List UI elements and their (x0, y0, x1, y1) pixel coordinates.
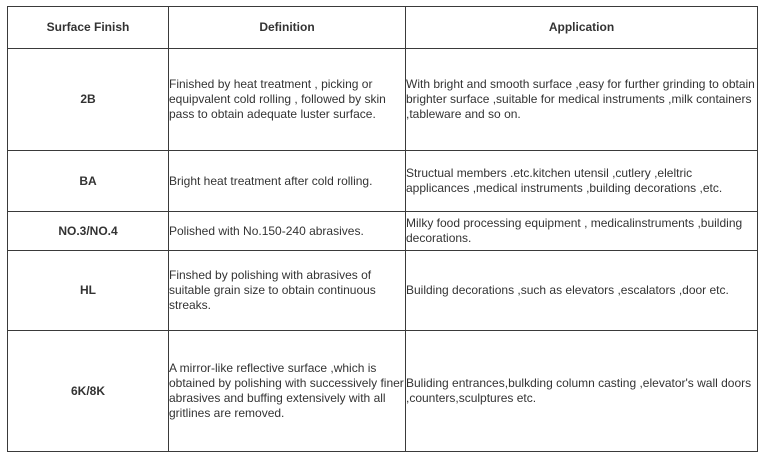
finish-definition: Finished by heat treatment , picking or equipvalent cold rolling , followed by skin pass to obtain adequate luster surface. (169, 49, 406, 151)
finish-application: Structual members .etc.kitchen utensil ,cutlery ,eleltric applicances ,medical instruments ,building decorations ,etc. (406, 151, 758, 212)
finish-definition: Polished with No.150-240 abrasives. (169, 212, 406, 251)
header-surface-finish: Surface Finish (8, 7, 169, 49)
finish-application: With bright and smooth surface ,easy for further grinding to obtain brighter surface ,suitable for medical instruments ,milk containers ,tableware and so on. (406, 49, 758, 151)
finish-definition: Finshed by polishing with abrasives of suitable grain size to obtain continuous streaks. (169, 251, 406, 331)
finish-application: Milky food processing equipment , medicalinstruments ,building decorations. (406, 212, 758, 251)
table-row (8, 212, 758, 251)
finish-application: Building decorations ,such as elevators ,escalators ,door etc. (406, 251, 758, 331)
surface-finish-table (7, 6, 758, 452)
finish-name: 2B (8, 49, 169, 151)
finish-application: Buliding entrances,bulkding column casting ,elevator's wall doors ,counters,sculptures etc. (406, 331, 758, 452)
finish-definition: A mirror-like reflective surface ,which is obtained by polishing with successively finer abrasives and buffing extensively with all gritlines are removed. (169, 331, 406, 452)
header-definition: Definition (169, 7, 406, 49)
finish-definition: Bright heat treatment after cold rolling. (169, 151, 406, 212)
finish-name: 6K/8K (8, 331, 169, 452)
finish-name: NO.3/NO.4 (8, 212, 169, 251)
table-row (8, 331, 758, 452)
table-row (8, 251, 758, 331)
table-row (8, 49, 758, 151)
header-row (8, 7, 758, 49)
table-row (8, 151, 758, 212)
finish-name: HL (8, 251, 169, 331)
header-application: Application (406, 7, 758, 49)
finish-name: BA (8, 151, 169, 212)
